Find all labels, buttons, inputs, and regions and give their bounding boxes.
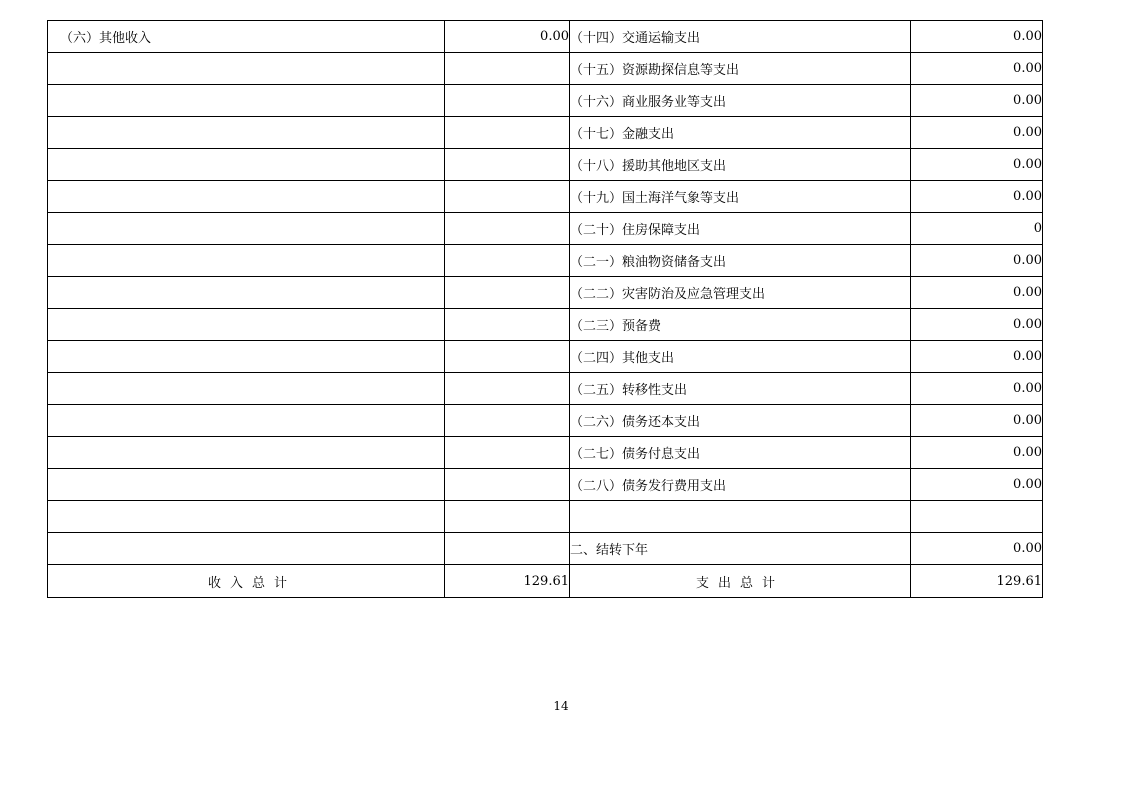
income-amount-cell: 0.00 <box>445 21 570 53</box>
income-total-label: 收入总计 <box>48 565 445 598</box>
expense-item-cell: （二五）转移性支出 <box>570 373 911 405</box>
income-amount-cell <box>445 405 570 437</box>
income-total-amount: 129.61 <box>445 565 570 598</box>
expense-amount-cell <box>911 501 1043 533</box>
expense-item-cell: （二二）灾害防治及应急管理支出 <box>570 277 911 309</box>
income-amount-cell <box>445 149 570 181</box>
expense-item-cell: （二四）其他支出 <box>570 341 911 373</box>
expense-total-label: 支出总计 <box>570 565 911 598</box>
income-amount-cell <box>445 277 570 309</box>
expense-item-cell: （二十）住房保障支出 <box>570 213 911 245</box>
income-amount-cell <box>445 117 570 149</box>
expense-item-cell: （十六）商业服务业等支出 <box>570 85 911 117</box>
expense-item-cell: （二三）预备费 <box>570 309 911 341</box>
income-amount-cell <box>445 309 570 341</box>
expense-amount-cell: 0.00 <box>911 341 1043 373</box>
table-body <box>48 21 1043 598</box>
income-item-cell <box>48 277 445 309</box>
table-row <box>48 117 1043 149</box>
table-row <box>48 469 1043 501</box>
expense-amount-cell: 0.00 <box>911 533 1043 565</box>
income-item-cell <box>48 245 445 277</box>
expense-amount-cell: 0.00 <box>911 373 1043 405</box>
expense-amount-cell: 0.00 <box>911 149 1043 181</box>
expense-amount-cell: 0.00 <box>911 405 1043 437</box>
table-row <box>48 245 1043 277</box>
expense-amount-cell: 0.00 <box>911 181 1043 213</box>
table-row <box>48 85 1043 117</box>
income-item-cell <box>48 533 445 565</box>
expense-amount-cell: 0.00 <box>911 469 1043 501</box>
table-row <box>48 181 1043 213</box>
income-item-cell <box>48 117 445 149</box>
table-row <box>48 341 1043 373</box>
expense-item-cell: （十四）交通运输支出 <box>570 21 911 53</box>
income-item-cell <box>48 373 445 405</box>
budget-table <box>47 20 1043 598</box>
expense-item-cell: （十九）国土海洋气象等支出 <box>570 181 911 213</box>
expense-item-cell: （二七）债务付息支出 <box>570 437 911 469</box>
table-row <box>48 501 1043 533</box>
expense-item-cell: 二、结转下年 <box>570 533 911 565</box>
income-item-cell: （六）其他收入 <box>48 21 445 53</box>
income-item-cell <box>48 149 445 181</box>
income-amount-cell <box>445 181 570 213</box>
table-row <box>48 373 1043 405</box>
expense-amount-cell: 0.00 <box>911 277 1043 309</box>
expense-amount-cell: 0 <box>911 213 1043 245</box>
income-item-cell <box>48 501 445 533</box>
income-amount-cell <box>445 469 570 501</box>
expense-item-cell: （二八）债务发行费用支出 <box>570 469 911 501</box>
income-amount-cell <box>445 373 570 405</box>
table-row <box>48 405 1043 437</box>
income-amount-cell <box>445 341 570 373</box>
income-amount-cell <box>445 85 570 117</box>
income-item-cell <box>48 53 445 85</box>
totals-row <box>48 565 1043 598</box>
income-amount-cell <box>445 213 570 245</box>
expense-amount-cell: 0.00 <box>911 117 1043 149</box>
income-amount-cell <box>445 533 570 565</box>
table-row <box>48 53 1043 85</box>
income-item-cell <box>48 341 445 373</box>
income-item-cell <box>48 405 445 437</box>
table-row <box>48 149 1043 181</box>
income-item-cell <box>48 85 445 117</box>
expense-item-cell: （二六）债务还本支出 <box>570 405 911 437</box>
expense-amount-cell: 0.00 <box>911 245 1043 277</box>
expense-amount-cell: 0.00 <box>911 309 1043 341</box>
expense-item-cell: （十七）金融支出 <box>570 117 911 149</box>
expense-item-cell <box>570 501 911 533</box>
table-row <box>48 21 1043 53</box>
expense-item-cell: （十五）资源勘探信息等支出 <box>570 53 911 85</box>
table-row <box>48 533 1043 565</box>
expense-amount-cell: 0.00 <box>911 437 1043 469</box>
expense-amount-cell: 0.00 <box>911 53 1043 85</box>
expense-amount-cell: 0.00 <box>911 85 1043 117</box>
table-row <box>48 213 1043 245</box>
expense-item-cell: （十八）援助其他地区支出 <box>570 149 911 181</box>
income-amount-cell <box>445 501 570 533</box>
table-row <box>48 309 1043 341</box>
expense-total-amount: 129.61 <box>911 565 1043 598</box>
page-number: 14 <box>553 699 569 713</box>
income-item-cell <box>48 181 445 213</box>
income-amount-cell <box>445 245 570 277</box>
income-item-cell <box>48 213 445 245</box>
expense-amount-cell: 0.00 <box>911 21 1043 53</box>
expense-item-cell: （二一）粮油物资储备支出 <box>570 245 911 277</box>
table-row <box>48 437 1043 469</box>
income-item-cell <box>48 469 445 501</box>
table-row <box>48 277 1043 309</box>
income-amount-cell <box>445 437 570 469</box>
income-item-cell <box>48 309 445 341</box>
income-item-cell <box>48 437 445 469</box>
income-amount-cell <box>445 53 570 85</box>
